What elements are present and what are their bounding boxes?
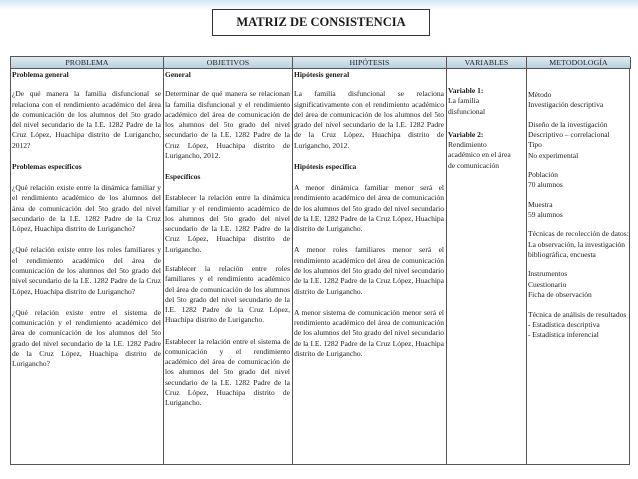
problema-general-label: Problema general: [12, 70, 69, 79]
objetivo-general-label: General: [165, 70, 191, 79]
metodologia-column: [527, 69, 631, 464]
tipo-label: Tipo: [528, 140, 542, 150]
hipotesis-general-text: La familia disfuncional se relaciona significativamente con el rendimiento académico del área de comunicación de los alumnos del 5to grado del nivel secundario de la I.E. 1282 Padre de la Cruz López, Huachipa distrito de Lurigancho, 2012.: [294, 89, 444, 150]
variable-1-line-1: La familia: [448, 96, 480, 106]
metodo-value: Investigación descriptiva: [528, 100, 604, 110]
objetivo-especifico-2: Establecer la relación entre roles familiares y el rendimiento académico del área de comunicación de los alumnos del 5to grado del nivel secundario de la I.E. 1282 Padre de la Cruz López, Huachipa distrito de Lurigancho.: [165, 263, 290, 325]
tipo-value: No experimental: [528, 150, 579, 160]
problema-especifico-2: ¿Qué relación existe entre los roles familiares y el rendimiento académico del área de comunicación de los alumnos del 5to grado del nivel secundario de la I.E. 1282 Padre de la Cruz López, Huachipa distrito de Lurigancho?: [12, 245, 161, 296]
header-problema: PROBLEMA: [11, 57, 164, 69]
instrumento-1: Cuestionario: [528, 279, 567, 289]
instrumento-2: Ficha de observación: [528, 290, 592, 300]
objetivo-especifico-3: Establecer la relación entre el sistema de comunicación y el rendimiento académico del área de comunicación de los alumnos del 5to grado del nivel secundario de la I.E. 1282 Padre de la Cruz López, Huachipa distrito de Lurigancho.: [165, 336, 290, 408]
variable-2-line-3: de comunicación: [448, 160, 500, 170]
variable-2-line-2: académico en el área: [448, 150, 511, 160]
hipotesis-general-label: Hipótesis general: [294, 70, 350, 79]
page-title: MATRIZ DE CONSISTENCIA: [212, 9, 430, 36]
problema-especifico-3: ¿Qué relación existe entre el sistema de comunicación y el rendimiento académico del área de comunicación de los alumnos del 5to grado del nivel secundario de la I.E. 1282 Padre de la Cruz López, Huachipa distrito de Lurigancho?: [12, 307, 161, 369]
variables-column: [447, 69, 527, 464]
metodo-label: Método: [528, 90, 552, 99]
problema-general-text: ¿De qué manera la familia disfuncional se relaciona con el rendimiento académico del área de comunicación de los alumnos del 5to grado del nivel secundario de la I.E. 1282 Padre de la Cruz López, Huachipa distrito de Lurigancho, 2012?: [12, 89, 161, 150]
tecnicas-value: La observación, la investigación bibliográfica, encuesta: [528, 239, 626, 260]
header-variables: VARIABLES: [447, 57, 527, 69]
analisis-label: Técnica de análisis de resultados: [528, 309, 627, 319]
hipotesis-especifica-3: A menor sistema de comunicación menor será el rendimiento académico del área de comunicación de los alumnos del 5to grado del nivel secundario de la I.E. 1282 Padre de la Cruz López, Huachipa distrito de Lurigancho.: [294, 307, 444, 358]
tecnicas-label: Técnicas de recolección de datos:: [528, 229, 629, 239]
analisis-item-1: - Estadística descriptiva: [528, 319, 600, 329]
muestra-value: 59 alumnos: [528, 210, 563, 220]
hipotesis-especifica-2: A menor roles familiares menor será el rendimiento académico del área de comunicación de los alumnos del 5to grado del nivel secundario de la I.E. 1282 Padre de la Cruz López, Huachipa distrito de Lurigancho.: [294, 245, 444, 296]
instrumentos-label: Instrumentos: [528, 269, 568, 279]
variable-2-label: Variable 2:: [448, 129, 484, 139]
variable-1-line-2: disfuncional: [448, 106, 486, 116]
diseno-value: Descriptivo – correlacional: [528, 130, 610, 140]
header-objetivos: OBJETIVOS: [164, 57, 293, 69]
muestra-label: Muestra: [528, 199, 553, 209]
hipotesis-especifica-label: Hipótesis específica: [294, 161, 357, 171]
variable-2-line-1: Rendimiento: [448, 140, 487, 150]
problema-column: [11, 69, 164, 464]
variable-1-label: Variable 1:: [448, 86, 484, 95]
header-metodologia: METODOLOGÍA: [527, 57, 631, 69]
hipotesis-column: [293, 69, 447, 464]
header-hipotesis: HIPÓTESIS: [293, 57, 447, 69]
analisis-item-2: - Estadística inferencial: [528, 330, 599, 340]
poblacion-label: Población: [528, 170, 558, 180]
hipotesis-especifica-1: A menor dinámica familiar menor será el rendimiento académico del área de comunicación de los alumnos del 5to grado del nivel secundario de la I.E. 1282 Padre de la Cruz López, Huachipa distrito de Lurigancho.: [294, 183, 444, 234]
objetivos-column: [164, 69, 293, 464]
consistency-matrix-table: [10, 56, 630, 465]
problemas-especificos-label: Problemas específicos: [12, 161, 82, 171]
poblacion-value: 70 alumnos: [528, 180, 563, 190]
objetivo-especifico-1: Establecer la relación entre la dinámica familiar y el rendimiento académico de los alumnos del 5to grado del nivel secundario de la I.E. 1282 Padre de la Cruz López, Huachipa distrito de Lurigancho.: [165, 193, 290, 254]
objetivo-general-text: Determinar de qué manera se relacionan la familia disfuncional y el rendimiento académico del área de comunicación de los alumnos del 5to grado del nivel secundario de la I.E. 1282 Padre de la Cruz López, Huachipa distrito de Lurigancho, 2012.: [165, 89, 290, 160]
objetivos-especificos-label: Específicos: [165, 172, 201, 182]
problema-especifico-1: ¿Qué relación existe entre la dinámica familiar y el rendimiento académico de los alumnos del área de comunicación del 5to grado del nivel secundario de la I.E. 1282 Padre de la Cruz López, Huachipa distrito de Lurigancho?: [12, 183, 161, 234]
diseno-label: Diseño de la investigación: [528, 119, 608, 129]
